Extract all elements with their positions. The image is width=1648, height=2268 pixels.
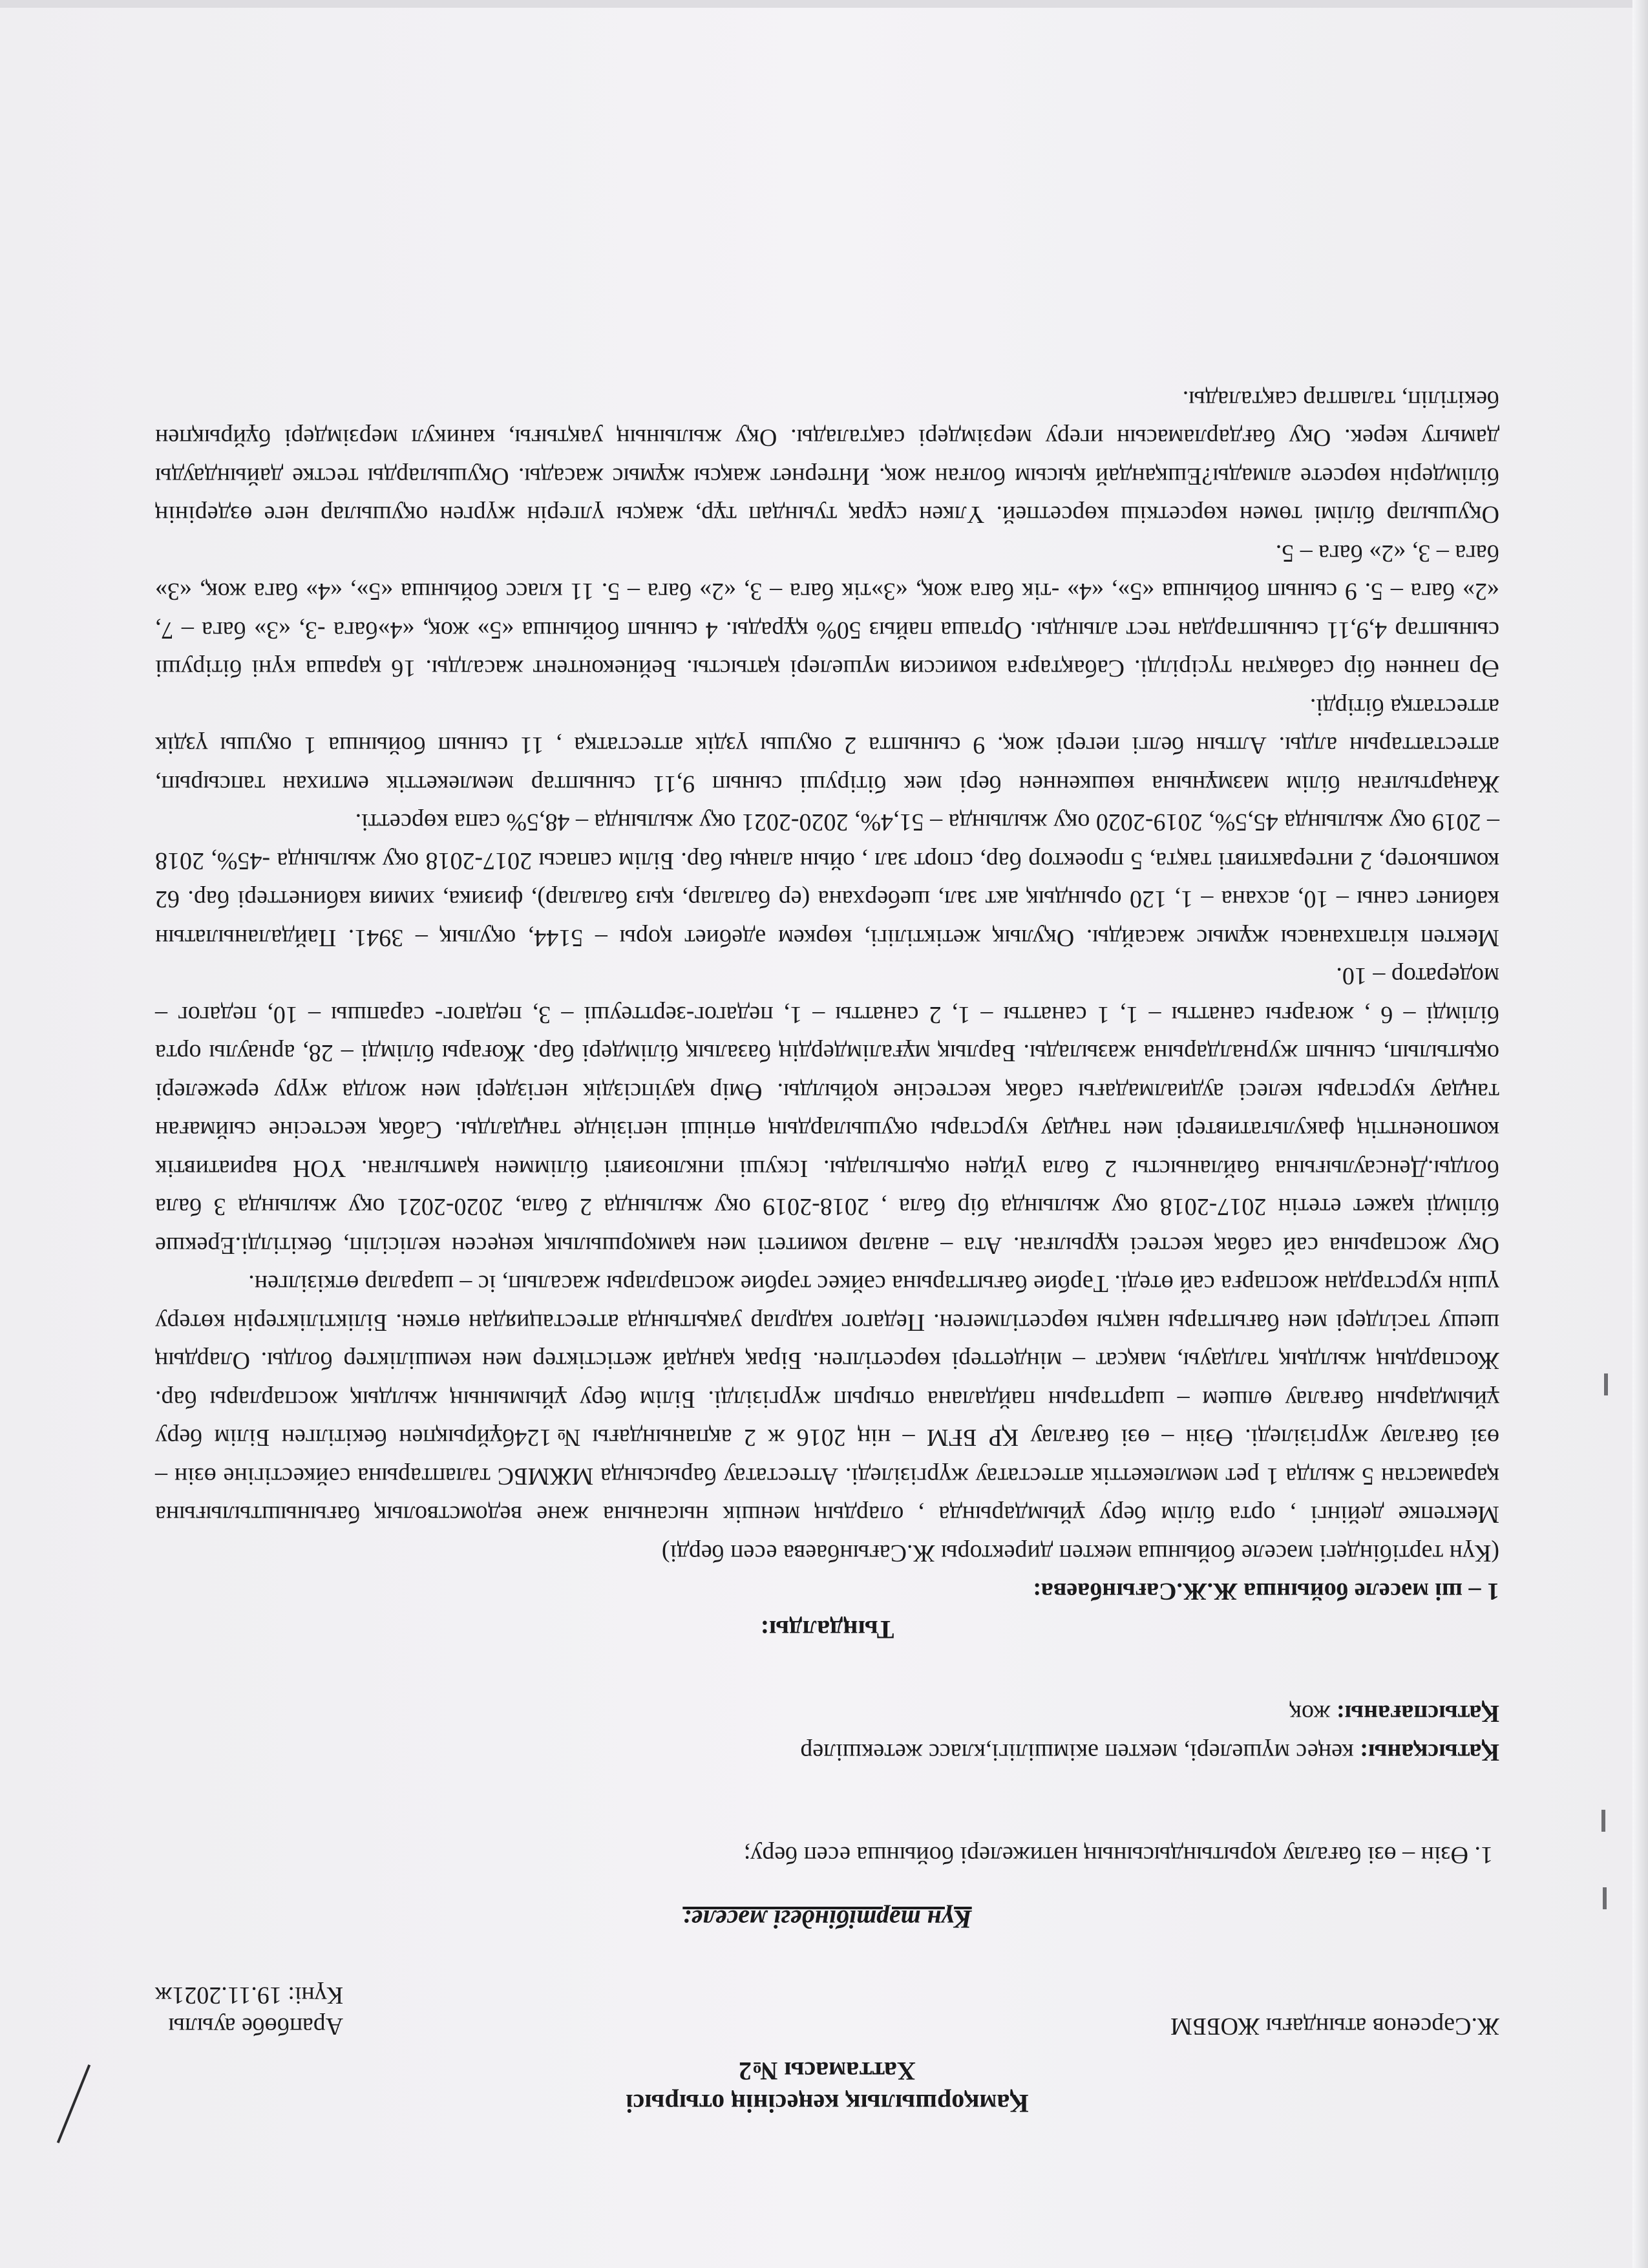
paragraph: Оқушылар білімі төмен көрсеткіш көрсетпей. Үлкен сұрақ туындап тұр, жақсы үлгерін жүрген оқушылар неге өздерінің білімдерін көрсете алмады?Ешқандай қысым болған жоқ. Интернет жақсы жұмыс жасады. Оқушыларды тестке дайындауды дамыту керек. Оқу бағдарламасын игеру мерзімдері сақталады. Оқу жылының уақтығы, каникул мерзімдері бұйрықпен бекітіліп, талаптар сақталады. [155, 386, 1499, 529]
heard-title: Тыңдалды: [760, 1615, 894, 1644]
paragraph: Жаңартылған білім мазмұнына көшкеннен бері мек бітіруші сынып 9,11 сыныптар мемлекеттік емтихан тапсырып, аттестаттарын алды. Алтын белгі иегері жоқ. 9 сыныпта 2 оқушы үздік аттестатқа , 11 сынып бойынша 1 оқушы үздік аттестатқа бітірді. [155, 694, 1499, 798]
agenda-item: 1. Өзін – өзі бағалау қорытындысының нәтижелері бойынша есеп беру; [743, 1841, 1493, 1869]
place-date [155, 1980, 343, 2042]
paragraph: Мектепке дейінгі , орта білім беру ұйымдарында , олардың меншік нысанына және ведомстволық бағыныштылығына қарамастан 5 жылда 1 рет мемлекеттік аттестатау жүргізіледі. Аттестатау барысында МЖМБС талаптарына сәйкестігіне өзін – өзі бағалау жүргізіледі. Өзін – өзі бағалау ҚР БҒМ – нің 2016 ж 2 ақпанындағы №124бұйрықпен бекітілген Білім беру ұйымдарын бағалау өлшем – шарттарын пайдалана отырып жүргізілді. Білім беру ұйымының жылдық жоспарлары бар. Жоспардың жылдық талдауы, мақсат – міндеттері көрсетілген. Бірақ қандай жетістіктер мен кемшіліктер болды. Олардың шешу тәсілдері мен бағыттары нақты көрсетілмеген. Педагог кадрлар уақытында аттестациядан өткен. Біліктіліктерін көтеру үшін курстардан жоспарға сай өтеді. Тәрбие бағыттарына сәйкес тәрбие жоспарлары жасалып, іс – шаралар өткізілген. [155, 1270, 1499, 1529]
meeting-date: Күні: 19.11.2021ж [155, 1982, 344, 2009]
absent-value: жоқ [1289, 1700, 1336, 1728]
document-header [155, 2055, 1499, 2119]
school-name: Ж.Сәрсенов атындағы ЖОББМ [1170, 2013, 1499, 2040]
document-body [155, 380, 1499, 2120]
absent-label: Қатыспағаны: [1336, 1700, 1499, 1728]
attendance-absent [155, 1694, 1499, 1733]
agenda-title: Күн тәртібіндегі мәселе: [682, 1905, 972, 1934]
paragraph: Мектеп кітапханасы жұмыс жасайды. Оқулық жетіктілігі, көркем әдебиет қоры – 5144, оқулық – 3941. Пайдаланылатын кабинет саны – 10, асхана – 1, 120 орындық акт зал, шеберхана (ер балалар, қыз балалар), физика, химия кабинеттері бар. 62 компьютер, 2 интерактивті тақта, 5 проектор бар, спорт зал , ойын алаңы бар. Білім сапасы 2017-2018 оқу жылында -45%, 2018 – 2019 оқу жылында 45,5%, 2019-2020 оқу жылында – 51,4%, 2020-2021 оқу жылында – 48,5% сапа көрсетті. [155, 809, 1499, 951]
present-value: кеңес мүшелері, мектеп әкімшілігі,класс жетекшілер [800, 1739, 1360, 1766]
attendance-present [155, 1733, 1499, 1772]
present-label: Қатысқаны: [1360, 1739, 1499, 1766]
document-title: Қамқоршылық кеңесінің отырысі [626, 2089, 1029, 2118]
paragraph: Оқу жоспарына сай сабақ кестесі құрылған. Ата – аналар комитеті мен қамқоршылық кеңесен келісіліп, бекітілді.Ерекше білімді қажет ететін 2017-2018 оқу жылында бір бала , 2018-2019 оқу жылында 2 бала, 2020-2021 оқу жылында 3 бала болды.Денсаулығына байланысты 2 бала үйден оқытылады. Іскуші инклюзивті біліммен қамтылған. ҮОН вариативтік компоненттің факультативтері мен таңдау курстары оқушылардың өтініші негізінде таңдалды. Сабақ кестесіне сыймаған таңдау курстары келесі аудиалмадағы сабақ кестесіне қойылды. Өмір қауіпсіздік негіздері мен жолда жүру ережелері оқытылып, сынып журналдарына жазылады. Барлық мұғалімдердің базалық білімдері бар. Жоғары білімді – 28, арнаулы орта білімді – 6 , жоғарғы санатты – 1, 1 санатты – 1, 2 санатты – 1, педагог-зерттеуші – 3, педагог- сарапшы – 10, педагог – модератор – 10. [155, 962, 1499, 1259]
meta-row [155, 1977, 1499, 2042]
paragraph: Әр пәннен бір сабақтан түсірілді. Сабақтарға комиссия мүшелері қатысты. Бейнеконтент жасалды. 16 қараша күні бітіруші сыныптар 4,9,11 сыныптардан тест алынды. Орташа пайыз 50% құрады. 4 сынып бойынша «5» жоқ, «4»бага -3, «3» бага – 7, «2» бага – 5. 9 сынып бойынша «5», «4» -тік бага жоқ, «3»тік бага – 3, «2» бага – 5. 11 класс бойынша «5», «4» бага жоқ, «3» бага – 3, «2» бага – 5. [155, 540, 1499, 683]
protocol-number: Хаттамасы №2 [739, 2057, 916, 2086]
issue-line: 1 – ші мәселе бойынша Ж.Ж.Сағынбаева: [1033, 1578, 1499, 1606]
issue-note: (Күн тәртібіндегі мәселе бойынша мектеп директоры Ж.Сағынбаева есеп берді) [661, 1540, 1499, 1567]
village-name: Арапбөбе ауылы [168, 2013, 344, 2040]
